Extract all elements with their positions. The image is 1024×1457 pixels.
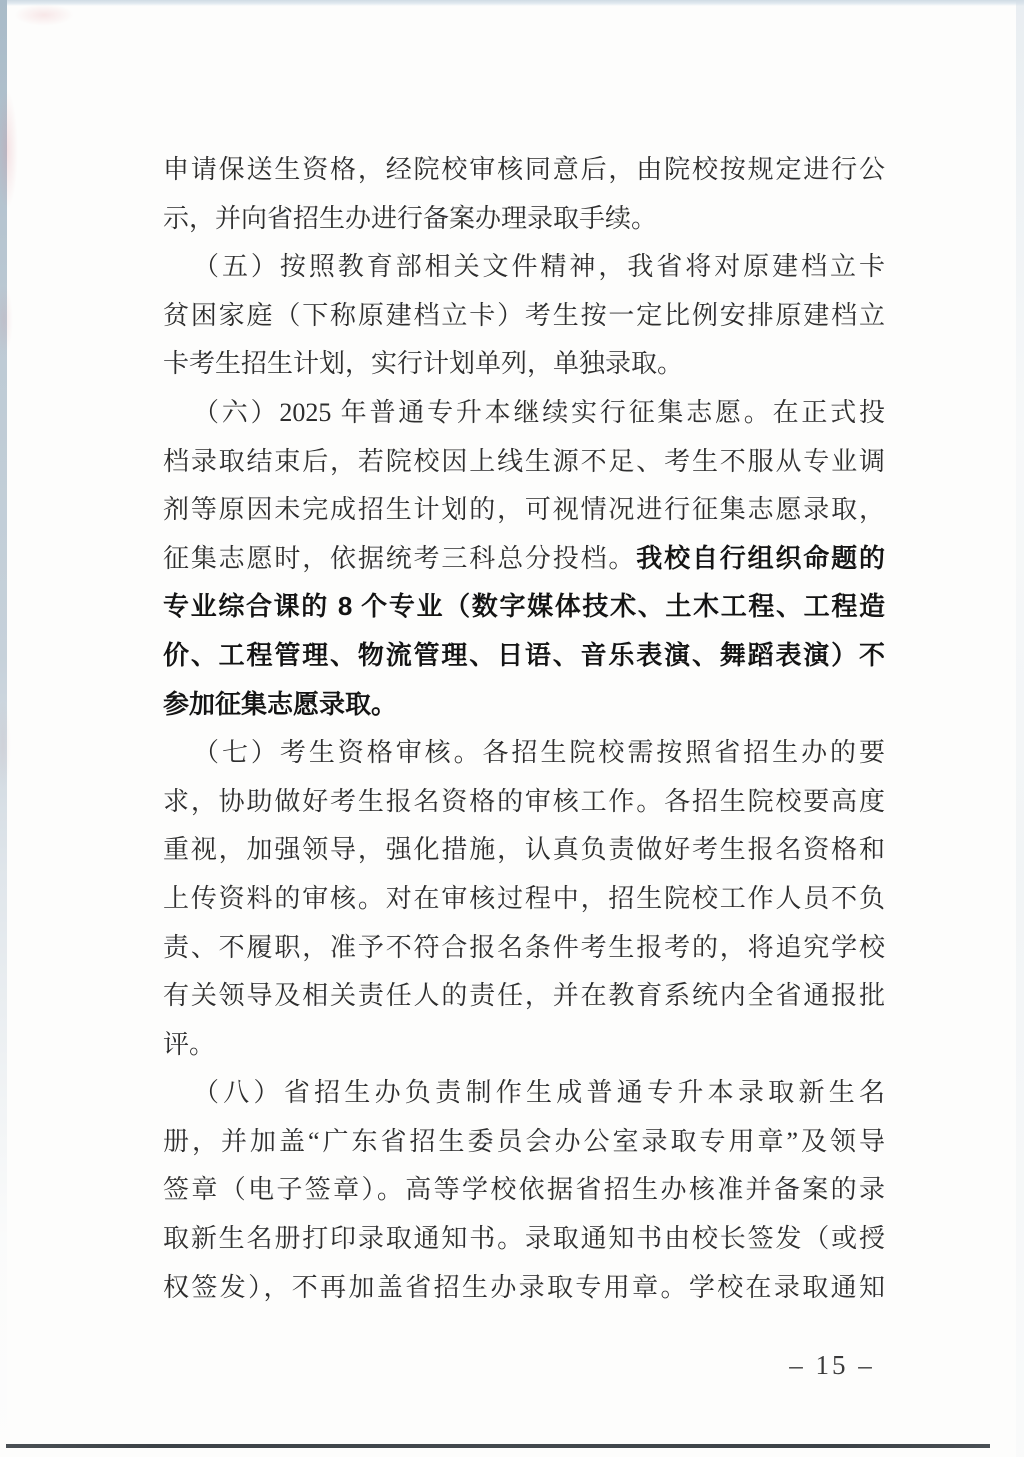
line-bold-text: 我校自行组织命题的 xyxy=(636,542,885,573)
text-line xyxy=(163,1165,885,1214)
text-line xyxy=(163,194,885,243)
text-line xyxy=(163,1214,885,1263)
text-line xyxy=(163,1117,885,1166)
text-line xyxy=(163,291,885,340)
text-line xyxy=(163,485,885,534)
line-text: 求，协助做好考生报名资格的审核工作。各招生院校要高度 xyxy=(163,786,885,816)
text-line xyxy=(163,1020,885,1069)
scan-edge-top xyxy=(0,0,1024,6)
line-text: 签章（电子签章）。高等学校依据省招生办核准并备案的录 xyxy=(163,1175,885,1205)
line-text: 申请保送生资格，经院校审核同意后，由院校按规定进行公 xyxy=(163,155,885,184)
line-text: 档录取结束后，若院校因上线生源不足、考生不服从专业调 xyxy=(163,446,885,476)
line-text: 示，并向省招生办进行备案办理录取手续。 xyxy=(163,203,658,233)
scan-stain xyxy=(14,4,74,26)
text-line xyxy=(163,534,885,583)
text-line xyxy=(163,825,885,874)
line-text: 册，并加盖“广东省招生委员会办公室录取专用章”及领导 xyxy=(163,1126,885,1156)
text-line xyxy=(163,1263,885,1312)
text-line xyxy=(163,777,885,826)
text-line xyxy=(163,1068,885,1117)
scan-edge-right xyxy=(1016,0,1024,1457)
line-text: （六）2025 年普通专升本继续实行征集志愿。在正式投 xyxy=(193,397,885,427)
line-bold-text: 专业综合课的 8 个专业（数字媒体技术、土木工程、工程造 xyxy=(163,591,885,622)
document-body xyxy=(163,145,885,1311)
line-text: 有关领导及相关责任人的责任，并在教育系统内全省通报批 xyxy=(163,981,885,1011)
line-text: 重视，加强领导，强化措施，认真负责做好考生报名资格和 xyxy=(163,835,885,865)
line-text: 责、不履职，准予不符合报名条件考生报考的，将追究学校 xyxy=(163,932,885,962)
text-line xyxy=(163,388,885,437)
text-line xyxy=(163,923,885,972)
line-text: 取新生名册打印录取通知书。录取通知书由校长签发（或授 xyxy=(163,1224,885,1254)
scan-edge-left xyxy=(0,0,7,1457)
line-bold-text: 价、工程管理、物流管理、日语、音乐表演、舞蹈表演）不 xyxy=(163,639,885,670)
text-line xyxy=(163,680,885,729)
text-line xyxy=(163,242,885,291)
text-line xyxy=(163,971,885,1020)
text-line xyxy=(163,631,885,680)
line-text: （五）按照教育部相关文件精神，我省将对原建档立卡 xyxy=(193,252,885,282)
text-line xyxy=(163,728,885,777)
page-number: – 15 – xyxy=(789,1350,875,1380)
text-line xyxy=(163,874,885,923)
line-bold-text: 参加征集志愿录取。 xyxy=(163,688,398,719)
line-text: 贫困家庭（下称原建档立卡）考生按一定比例安排原建档立 xyxy=(163,300,885,330)
line-text: 权签发），不再加盖省招生办录取专用章。学校在录取通知 xyxy=(163,1272,885,1302)
line-text: （七）考生资格审核。各招生院校需按照省招生办的要 xyxy=(193,738,885,768)
line-text: 剂等原因未完成招生计划的，可视情况进行征集志愿录取， xyxy=(163,495,885,525)
line-text: 上传资料的审核。对在审核过程中，招生院校工作人员不负 xyxy=(163,883,885,913)
text-line xyxy=(163,582,885,631)
text-line xyxy=(163,339,885,388)
line-text: 卡考生招生计划，实行计划单列，单独录取。 xyxy=(163,349,684,379)
text-line xyxy=(163,437,885,486)
line-text: （八）省招生办负责制作生成普通专升本录取新生名 xyxy=(193,1078,885,1108)
text-line xyxy=(163,145,885,194)
line-text: 征集志愿时，依据统考三科总分投档。 xyxy=(163,543,637,573)
line-text: 评。 xyxy=(163,1029,216,1059)
page-footer-rule xyxy=(6,1444,990,1448)
